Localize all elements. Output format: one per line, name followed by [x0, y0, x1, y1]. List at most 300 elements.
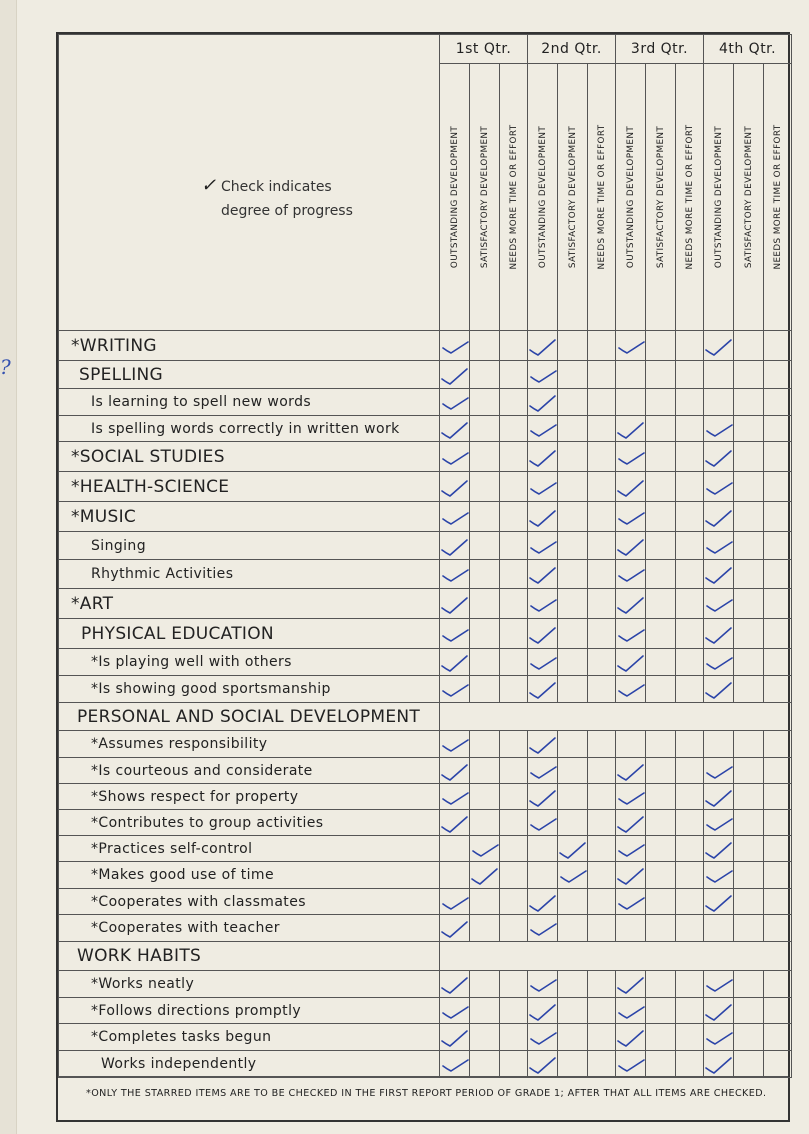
cell-q2-satisfactory: [558, 361, 588, 389]
footnote-divider: [58, 1076, 788, 1077]
cell-q4-satisfactory: [734, 784, 764, 810]
cell-q2-satisfactory: [558, 331, 588, 361]
cell-q3-needs-more-time: [676, 784, 704, 810]
cell-q2-satisfactory: [558, 649, 588, 676]
row-label: *SOCIAL STUDIES: [59, 442, 440, 472]
cell-q3-outstanding: [616, 619, 646, 649]
check-mark: [616, 863, 646, 887]
table-row: [59, 998, 792, 1024]
row-label: *WRITING: [59, 331, 440, 361]
cell-q3-needs-more-time: [676, 889, 704, 915]
column-header-satisfactory-q4: [734, 64, 764, 331]
cell-q3-outstanding: [616, 731, 646, 758]
column-header-label: NEEDS MORE TIME OR EFFORT: [596, 124, 607, 270]
cell-q4-outstanding: [704, 416, 734, 442]
column-header-label: SATISFACTORY DEVELOPMENT: [743, 125, 754, 269]
cell-q4-satisfactory: [734, 416, 764, 442]
check-mark: [616, 505, 646, 529]
check-mark: [704, 785, 734, 809]
check-mark: [470, 863, 500, 887]
check-mark: [704, 534, 734, 558]
cell-q4-needs-more-time: [764, 915, 792, 942]
cell-q2-outstanding: [528, 589, 558, 619]
cell-q3-needs-more-time: [676, 1024, 704, 1051]
cell-q1-outstanding: [440, 971, 470, 998]
cell-q4-outstanding: [704, 502, 734, 532]
cell-q3-satisfactory: [646, 331, 676, 361]
cell-q4-satisfactory: [734, 889, 764, 915]
cell-q1-satisfactory: [470, 1024, 500, 1051]
cell-q2-satisfactory: [558, 784, 588, 810]
cell-q1-outstanding: [440, 1024, 470, 1051]
cell-q2-needs-more-time: [588, 442, 616, 472]
cell-q1-satisfactory: [470, 502, 500, 532]
cell-q4-outstanding: [704, 998, 734, 1024]
check-mark: [440, 622, 470, 646]
row-label: *ART: [59, 589, 440, 619]
check-mark: [528, 622, 558, 646]
check-mark: [704, 759, 734, 783]
column-header-needs-more-time-q4: [764, 64, 792, 331]
cell-q1-needs-more-time: [500, 532, 528, 560]
check-mark: [704, 334, 734, 358]
cell-q2-needs-more-time: [588, 331, 616, 361]
row-label: Works independently: [59, 1051, 440, 1078]
cell-q2-needs-more-time: [588, 589, 616, 619]
cell-q3-satisfactory: [646, 389, 676, 416]
check-mark: [616, 1052, 646, 1076]
legend-cell: [59, 35, 440, 331]
cell-q3-needs-more-time: [676, 331, 704, 361]
check-mark: [704, 972, 734, 996]
row-label: SPELLING: [59, 361, 440, 389]
column-header-outstanding-q3: [616, 64, 646, 331]
column-header-label: OUTSTANDING DEVELOPMENT: [537, 125, 548, 269]
cell-q1-needs-more-time: [500, 331, 528, 361]
column-header-needs-more-time-q2: [588, 64, 616, 331]
cell-q4-needs-more-time: [764, 1051, 792, 1078]
cell-q2-satisfactory: [558, 971, 588, 998]
cell-q1-needs-more-time: [500, 836, 528, 862]
cell-q3-satisfactory: [646, 649, 676, 676]
cell-q2-satisfactory: [558, 998, 588, 1024]
cell-q2-needs-more-time: [588, 416, 616, 442]
cell-q4-satisfactory: [734, 619, 764, 649]
table-row: [59, 589, 792, 619]
cell-q2-outstanding: [528, 915, 558, 942]
cell-q3-needs-more-time: [676, 361, 704, 389]
cell-q2-outstanding: [528, 784, 558, 810]
check-mark: [440, 650, 470, 674]
cell-q1-outstanding: [440, 416, 470, 442]
cell-q2-outstanding: [528, 731, 558, 758]
cell-q2-satisfactory: [558, 389, 588, 416]
cell-q4-needs-more-time: [764, 532, 792, 560]
cell-q2-outstanding: [528, 889, 558, 915]
legend-line-1: Check indicates: [221, 179, 332, 195]
row-label: *Is playing well with others: [59, 649, 440, 676]
cell-q4-outstanding: [704, 731, 734, 758]
cell-q1-satisfactory: [470, 619, 500, 649]
cell-q4-satisfactory: [734, 361, 764, 389]
check-mark: [704, 811, 734, 835]
cell-q2-satisfactory: [558, 758, 588, 784]
cell-q3-outstanding: [616, 442, 646, 472]
check-mark: [440, 363, 470, 387]
cell-q1-needs-more-time: [500, 676, 528, 703]
row-label: PERSONAL AND SOCIAL DEVELOPMENT: [59, 703, 440, 731]
cell-q2-outstanding: [528, 361, 558, 389]
cell-q2-satisfactory: [558, 560, 588, 589]
check-mark: [440, 677, 470, 701]
cell-q3-outstanding: [616, 836, 646, 862]
row-label: *Shows respect for property: [59, 784, 440, 810]
cell-q1-outstanding: [440, 560, 470, 589]
column-header-outstanding-q2: [528, 64, 558, 331]
cell-q3-outstanding: [616, 361, 646, 389]
cell-q3-needs-more-time: [676, 389, 704, 416]
cell-q4-needs-more-time: [764, 676, 792, 703]
cell-q3-needs-more-time: [676, 998, 704, 1024]
row-label: Rhythmic Activities: [59, 560, 440, 589]
cell-q3-outstanding: [616, 676, 646, 703]
cell-q3-needs-more-time: [676, 836, 704, 862]
cell-q1-outstanding: [440, 758, 470, 784]
check-mark: [704, 837, 734, 861]
table-row: [59, 1051, 792, 1078]
check-mark: [616, 1025, 646, 1049]
cell-q1-outstanding: [440, 532, 470, 560]
cell-q3-outstanding: [616, 758, 646, 784]
cell-q1-outstanding: [440, 784, 470, 810]
cell-q2-outstanding: [528, 836, 558, 862]
cell-q3-needs-more-time: [676, 442, 704, 472]
table-row: [59, 942, 792, 971]
table-row: [59, 836, 792, 862]
check-mark: [616, 677, 646, 701]
row-label: *HEALTH-SCIENCE: [59, 472, 440, 502]
cell-q1-outstanding: [440, 619, 470, 649]
cell-q1-satisfactory: [470, 331, 500, 361]
table-row: [59, 676, 792, 703]
cell-q2-outstanding: [528, 442, 558, 472]
check-mark: [704, 445, 734, 469]
cell-q1-satisfactory: [470, 676, 500, 703]
check-mark: [616, 999, 646, 1023]
cell-q1-needs-more-time: [500, 971, 528, 998]
table-row: [59, 619, 792, 649]
check-mark: [528, 390, 558, 414]
check-mark: [704, 562, 734, 586]
cell-q4-needs-more-time: [764, 472, 792, 502]
row-label: *Works neatly: [59, 971, 440, 998]
cell-q4-outstanding: [704, 915, 734, 942]
cell-q2-needs-more-time: [588, 810, 616, 836]
check-mark: [440, 562, 470, 586]
cell-q3-needs-more-time: [676, 649, 704, 676]
cell-q3-needs-more-time: [676, 915, 704, 942]
cell-q1-satisfactory: [470, 442, 500, 472]
cell-q4-satisfactory: [734, 1024, 764, 1051]
check-mark: [528, 759, 558, 783]
cell-q2-needs-more-time: [588, 560, 616, 589]
cell-q4-outstanding: [704, 676, 734, 703]
cell-q2-outstanding: [528, 560, 558, 589]
cell-q2-needs-more-time: [588, 915, 616, 942]
cell-q1-satisfactory: [470, 589, 500, 619]
cell-q2-satisfactory: [558, 1051, 588, 1078]
cell-q2-satisfactory: [558, 619, 588, 649]
cell-q3-satisfactory: [646, 836, 676, 862]
cell-q3-outstanding: [616, 1024, 646, 1051]
cell-q4-satisfactory: [734, 810, 764, 836]
cell-q2-outstanding: [528, 1024, 558, 1051]
row-label: *Makes good use of time: [59, 862, 440, 889]
cell-q4-satisfactory: [734, 472, 764, 502]
cell-q1-needs-more-time: [500, 649, 528, 676]
row-label: *Is showing good sportsmanship: [59, 676, 440, 703]
cell-q2-needs-more-time: [588, 361, 616, 389]
cell-q1-needs-more-time: [500, 784, 528, 810]
cell-q4-satisfactory: [734, 862, 764, 889]
cell-q1-needs-more-time: [500, 1024, 528, 1051]
table-row: [59, 532, 792, 560]
cell-q3-needs-more-time: [676, 619, 704, 649]
cell-q4-needs-more-time: [764, 589, 792, 619]
cell-q4-needs-more-time: [764, 758, 792, 784]
table-row: [59, 1024, 792, 1051]
cell-q2-outstanding: [528, 532, 558, 560]
cell-q4-satisfactory: [734, 331, 764, 361]
cell-q3-needs-more-time: [676, 758, 704, 784]
check-mark: [528, 811, 558, 835]
cell-q4-needs-more-time: [764, 998, 792, 1024]
check-mark: [704, 505, 734, 529]
section-heading-span: [440, 942, 792, 971]
table-row: [59, 862, 792, 889]
cell-q4-satisfactory: [734, 589, 764, 619]
cell-q3-needs-more-time: [676, 416, 704, 442]
cell-q1-outstanding: [440, 998, 470, 1024]
cell-q3-outstanding: [616, 532, 646, 560]
check-mark: [528, 334, 558, 358]
cell-q2-needs-more-time: [588, 758, 616, 784]
cell-q4-satisfactory: [734, 676, 764, 703]
cell-q1-outstanding: [440, 889, 470, 915]
cell-q4-satisfactory: [734, 502, 764, 532]
cell-q3-outstanding: [616, 416, 646, 442]
row-label: PHYSICAL EDUCATION: [59, 619, 440, 649]
check-mark: [616, 334, 646, 358]
cell-q1-needs-more-time: [500, 1051, 528, 1078]
cell-q2-outstanding: [528, 758, 558, 784]
check-mark: [616, 475, 646, 499]
check-mark: [528, 562, 558, 586]
cell-q1-satisfactory: [470, 560, 500, 589]
cell-q4-outstanding: [704, 331, 734, 361]
check-mark: [616, 972, 646, 996]
check-mark: [528, 417, 558, 441]
cell-q1-needs-more-time: [500, 810, 528, 836]
check-mark: [616, 417, 646, 441]
cell-q3-satisfactory: [646, 416, 676, 442]
cell-q2-satisfactory: [558, 589, 588, 619]
cell-q2-satisfactory: [558, 915, 588, 942]
table-row: [59, 731, 792, 758]
cell-q1-outstanding: [440, 442, 470, 472]
cell-q4-outstanding: [704, 560, 734, 589]
cell-q1-outstanding: [440, 331, 470, 361]
cell-q2-needs-more-time: [588, 998, 616, 1024]
cell-q1-needs-more-time: [500, 472, 528, 502]
check-mark: [440, 732, 470, 756]
cell-q2-needs-more-time: [588, 1051, 616, 1078]
check-mark: [440, 811, 470, 835]
cell-q1-satisfactory: [470, 758, 500, 784]
check-mark: [616, 837, 646, 861]
cell-q3-satisfactory: [646, 971, 676, 998]
cell-q2-satisfactory: [558, 810, 588, 836]
cell-q3-satisfactory: [646, 676, 676, 703]
column-header-label: OUTSTANDING DEVELOPMENT: [449, 125, 460, 269]
cell-q3-outstanding: [616, 589, 646, 619]
row-label: *Completes tasks begun: [59, 1024, 440, 1051]
check-mark: [528, 890, 558, 914]
cell-q3-needs-more-time: [676, 502, 704, 532]
cell-q2-satisfactory: [558, 532, 588, 560]
cell-q1-needs-more-time: [500, 442, 528, 472]
check-mark: [616, 534, 646, 558]
cell-q3-satisfactory: [646, 731, 676, 758]
cell-q2-satisfactory: [558, 472, 588, 502]
check-mark: [704, 677, 734, 701]
cell-q1-needs-more-time: [500, 862, 528, 889]
cell-q4-needs-more-time: [764, 416, 792, 442]
cell-q4-satisfactory: [734, 560, 764, 589]
cell-q4-needs-more-time: [764, 502, 792, 532]
row-label: *Practices self-control: [59, 836, 440, 862]
cell-q1-satisfactory: [470, 472, 500, 502]
table-row: [59, 703, 792, 731]
cell-q4-outstanding: [704, 971, 734, 998]
table-row: [59, 361, 792, 389]
cell-q2-needs-more-time: [588, 676, 616, 703]
cell-q2-satisfactory: [558, 862, 588, 889]
cell-q4-needs-more-time: [764, 731, 792, 758]
check-mark: [440, 417, 470, 441]
cell-q3-needs-more-time: [676, 532, 704, 560]
cell-q3-needs-more-time: [676, 560, 704, 589]
cell-q1-outstanding: [440, 1051, 470, 1078]
column-header-satisfactory-q2: [558, 64, 588, 331]
cell-q3-outstanding: [616, 810, 646, 836]
check-mark: [440, 785, 470, 809]
cell-q3-satisfactory: [646, 619, 676, 649]
check-mark: [440, 445, 470, 469]
check-mark: [440, 759, 470, 783]
cell-q4-needs-more-time: [764, 889, 792, 915]
table-row: [59, 915, 792, 942]
check-mark: [616, 650, 646, 674]
cell-q4-satisfactory: [734, 836, 764, 862]
cell-q3-satisfactory: [646, 472, 676, 502]
legend-line-2: degree of progress: [221, 203, 353, 219]
cell-q2-outstanding: [528, 502, 558, 532]
cell-q3-needs-more-time: [676, 1051, 704, 1078]
cell-q1-needs-more-time: [500, 998, 528, 1024]
cell-q3-satisfactory: [646, 442, 676, 472]
check-mark: [704, 417, 734, 441]
cell-q3-satisfactory: [646, 1051, 676, 1078]
check-mark: [528, 677, 558, 701]
row-label: Singing: [59, 532, 440, 560]
cell-q4-outstanding: [704, 472, 734, 502]
cell-q4-outstanding: [704, 649, 734, 676]
check-mark: [558, 863, 588, 887]
column-header-needs-more-time-q3: [676, 64, 704, 331]
check-mark: [528, 650, 558, 674]
cell-q2-needs-more-time: [588, 784, 616, 810]
check-mark: [528, 505, 558, 529]
cell-q1-needs-more-time: [500, 560, 528, 589]
cell-q4-outstanding: [704, 862, 734, 889]
cell-q3-needs-more-time: [676, 971, 704, 998]
cell-q1-satisfactory: [470, 998, 500, 1024]
cell-q4-outstanding: [704, 389, 734, 416]
cell-q3-satisfactory: [646, 862, 676, 889]
cell-q4-satisfactory: [734, 971, 764, 998]
column-header-label: NEEDS MORE TIME OR EFFORT: [508, 124, 519, 270]
table-row: [59, 442, 792, 472]
cell-q1-satisfactory: [470, 361, 500, 389]
report-card-progress-table: [56, 32, 790, 1122]
cell-q4-satisfactory: [734, 731, 764, 758]
column-header-label: SATISFACTORY DEVELOPMENT: [479, 125, 490, 269]
check-mark: [528, 475, 558, 499]
cell-q2-outstanding: [528, 472, 558, 502]
cell-q1-satisfactory: [470, 532, 500, 560]
row-label: *Contributes to group activities: [59, 810, 440, 836]
table-row: [59, 649, 792, 676]
cell-q1-satisfactory: [470, 1051, 500, 1078]
check-mark: [616, 562, 646, 586]
check-mark: [616, 445, 646, 469]
cell-q2-needs-more-time: [588, 731, 616, 758]
column-header-label: OUTSTANDING DEVELOPMENT: [713, 125, 724, 269]
cell-q2-outstanding: [528, 619, 558, 649]
check-mark: [528, 1025, 558, 1049]
check-mark: [528, 1052, 558, 1076]
cell-q3-outstanding: [616, 915, 646, 942]
table-row: [59, 810, 792, 836]
cell-q4-needs-more-time: [764, 810, 792, 836]
column-header-satisfactory-q3: [646, 64, 676, 331]
cell-q2-outstanding: [528, 1051, 558, 1078]
table-row: [59, 416, 792, 442]
cell-q1-outstanding: [440, 649, 470, 676]
cell-q3-satisfactory: [646, 784, 676, 810]
column-header-outstanding-q4: [704, 64, 734, 331]
check-mark: [528, 999, 558, 1023]
cell-q4-needs-more-time: [764, 1024, 792, 1051]
cell-q2-outstanding: [528, 649, 558, 676]
legend-text: [221, 175, 353, 223]
cell-q4-needs-more-time: [764, 836, 792, 862]
cell-q2-needs-more-time: [588, 649, 616, 676]
column-header-label: SATISFACTORY DEVELOPMENT: [655, 125, 666, 269]
cell-q4-satisfactory: [734, 389, 764, 416]
cell-q3-outstanding: [616, 649, 646, 676]
